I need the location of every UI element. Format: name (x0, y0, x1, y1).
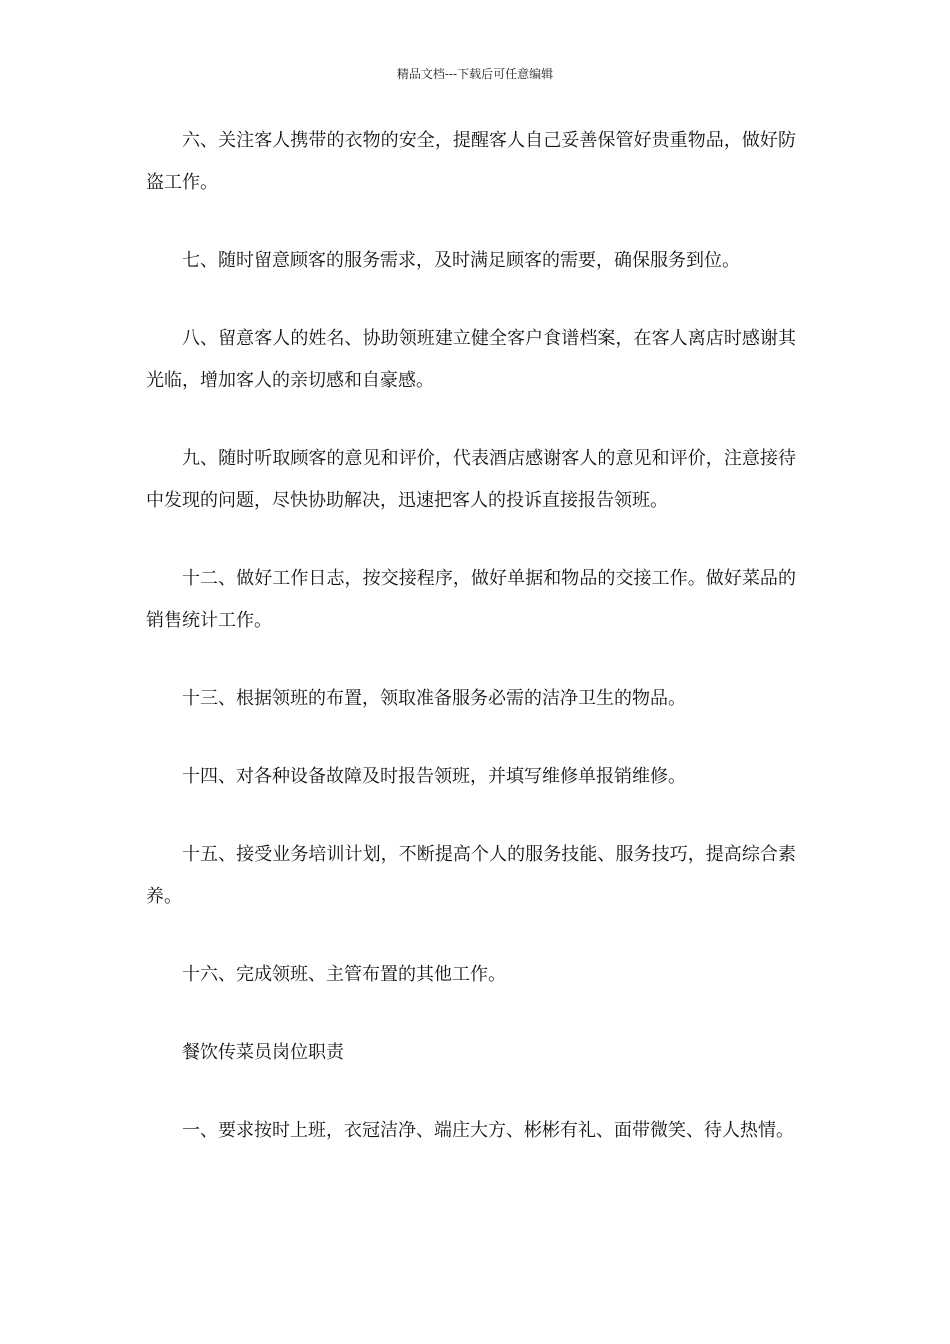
paragraph-fourteen: 十四、对各种设备故障及时报告领班，并填写维修单报销维修。 (182, 766, 686, 787)
paragraph-six: 六、关注客人携带的衣物的安全，提醒客人自己妥善保管好贵重物品，做好防盗工作。 (146, 130, 796, 193)
paragraph-nine: 九、随时听取顾客的意见和评价，代表酒店感谢客人的意见和评价，注意接待中发现的问题，尽快协助解决，迅速把客人的投诉直接报告领班。 (146, 448, 796, 511)
paragraph-thirteen: 十三、根据领班的布置，领取准备服务必需的洁净卫生的物品。 (182, 688, 686, 709)
paragraph-twelve: 十二、做好工作日志，按交接程序，做好单据和物品的交接工作。做好菜品的销售统计工作。 (146, 568, 796, 631)
paragraph-one: 一、要求按时上班，衣冠洁净、端庄大方、彬彬有礼、面带微笑、待人热情。 (182, 1120, 794, 1141)
section-heading: 餐饮传菜员岗位职责 (182, 1042, 344, 1063)
paragraph-sixteen: 十六、完成领班、主管布置的其他工作。 (182, 964, 506, 985)
paragraph-eight: 八、留意客人的姓名、协助领班建立健全客户食谱档案，在客人离店时感谢其光临，增加客人的亲切感和自豪感。 (146, 328, 796, 391)
paragraph-seven: 七、随时留意顾客的服务需求，及时满足顾客的需要，确保服务到位。 (182, 250, 740, 271)
document-body (146, 120, 796, 1188)
page-header: 精品文档---下载后可任意编辑 (396, 67, 554, 81)
paragraph-fifteen: 十五、接受业务培训计划，不断提高个人的服务技能、服务技巧，提高综合素养。 (146, 844, 796, 907)
